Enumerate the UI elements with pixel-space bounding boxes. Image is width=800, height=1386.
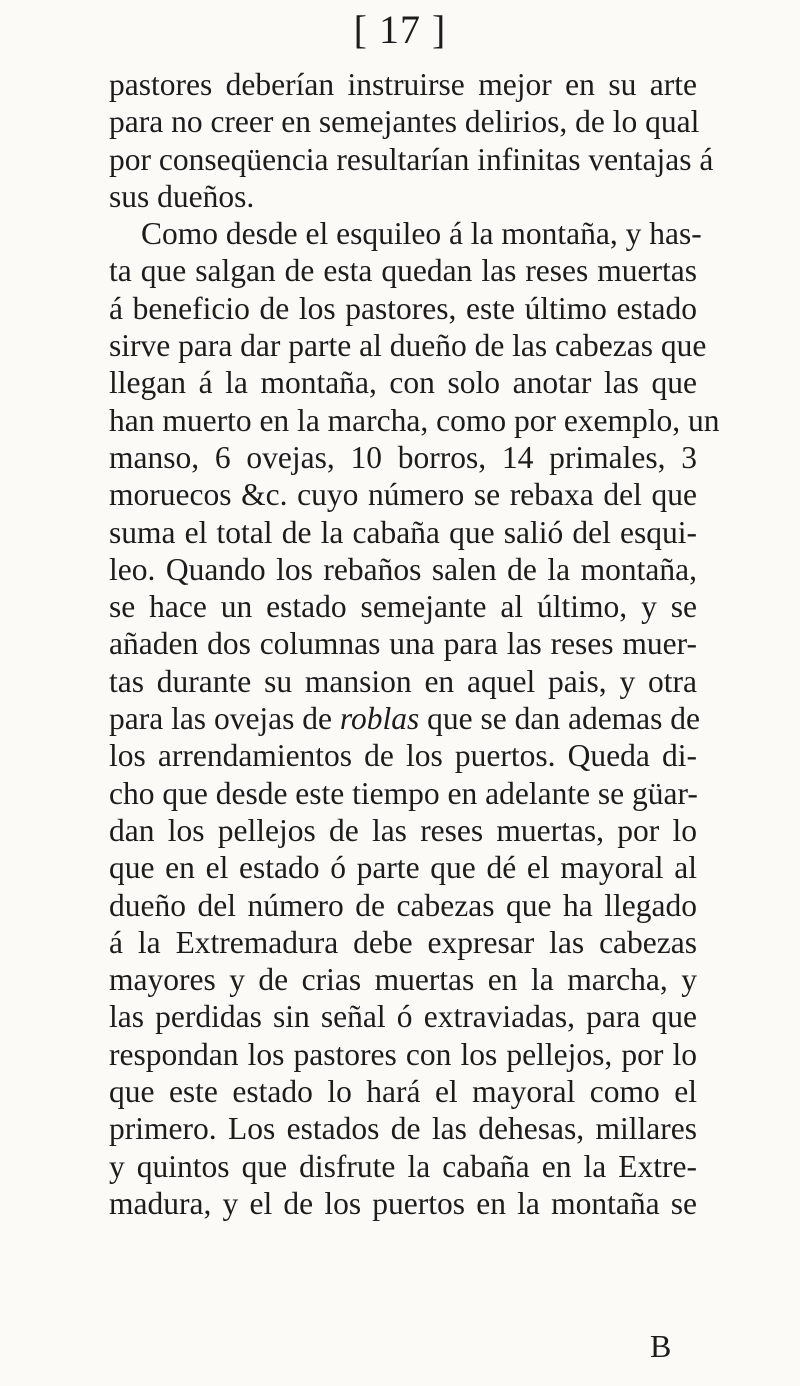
text-line: cho que desde este tiempo en adelante se güar-	[109, 775, 698, 811]
page-number: [ 17 ]	[353, 7, 447, 52]
text-line: moruecos &c. cuyo número se rebaxa del que	[109, 477, 697, 513]
text-line: leo. Quando los rebaños salen de la montaña,	[109, 551, 697, 587]
text-line: han muerto en la marcha, como por exemplo, un	[109, 402, 720, 438]
text-line: se hace un estado semejante al último, y se	[109, 589, 697, 625]
text-line: las perdidas sin señal ó extraviadas, para que	[109, 999, 697, 1035]
text-line: á la Extremadura debe expresar las cabezas	[109, 924, 697, 960]
text-line: dan los pellejos de las reses muertas, por lo	[109, 812, 697, 848]
text-line: añaden dos columnas una para las reses muer-	[109, 626, 697, 662]
text-line: los arrendamientos de los puertos. Queda di-	[109, 738, 697, 774]
text-line: mayores y de crias muertas en la marcha, y	[109, 962, 697, 998]
text-line: que este estado lo hará el mayoral como el	[109, 1074, 697, 1110]
text-line: por conseqüencia resultarían infinitas ventajas á	[109, 141, 714, 177]
text-line: dueño del número de cabezas que ha llegado	[109, 887, 697, 923]
text-line: sus dueños.	[109, 178, 255, 214]
text-segment: para las ovejas de	[109, 701, 340, 737]
text-line: pastores deberían instruirse mejor en su arte	[109, 67, 697, 102]
text-segment: que se dan ademas de	[419, 701, 701, 737]
text-line: respondan los pastores con los pellejos, por lo	[109, 1036, 697, 1072]
paragraph-start-line: Como desde el esquileo á la montaña, y has-	[141, 216, 702, 252]
body-text	[109, 66, 720, 1222]
text-line: y quintos que disfrute la cabaña en la Extre-	[109, 1148, 697, 1184]
text-line: madura, y el de los puertos en la montaña se	[109, 1185, 697, 1221]
italic-word: roblas	[339, 701, 420, 737]
text-line: primero. Los estados de las dehesas, millares	[109, 1111, 697, 1147]
text-line: sirve para dar parte al dueño de las cabezas que	[109, 328, 707, 364]
text-line: á beneficio de los pastores, este último estado	[109, 290, 697, 326]
text-line: que en el estado ó parte que dé el mayoral al	[109, 850, 697, 886]
signature-mark: B	[650, 1328, 672, 1364]
text-line: ta que salgan de esta quedan las reses muertas	[109, 253, 697, 289]
text-line: suma el total de la cabaña que salió del esqui-	[109, 514, 697, 550]
text-line: manso, 6 ovejas, 10 borros, 14 primales, 3	[109, 439, 697, 475]
text-line: para no creer en semejantes delirios, de lo qual	[109, 104, 700, 140]
text-line: tas durante su mansion en aquel pais, y otra	[109, 663, 697, 699]
text-line: llegan á la montaña, con solo anotar las que	[109, 365, 697, 401]
text-line-with-italic	[109, 700, 701, 737]
